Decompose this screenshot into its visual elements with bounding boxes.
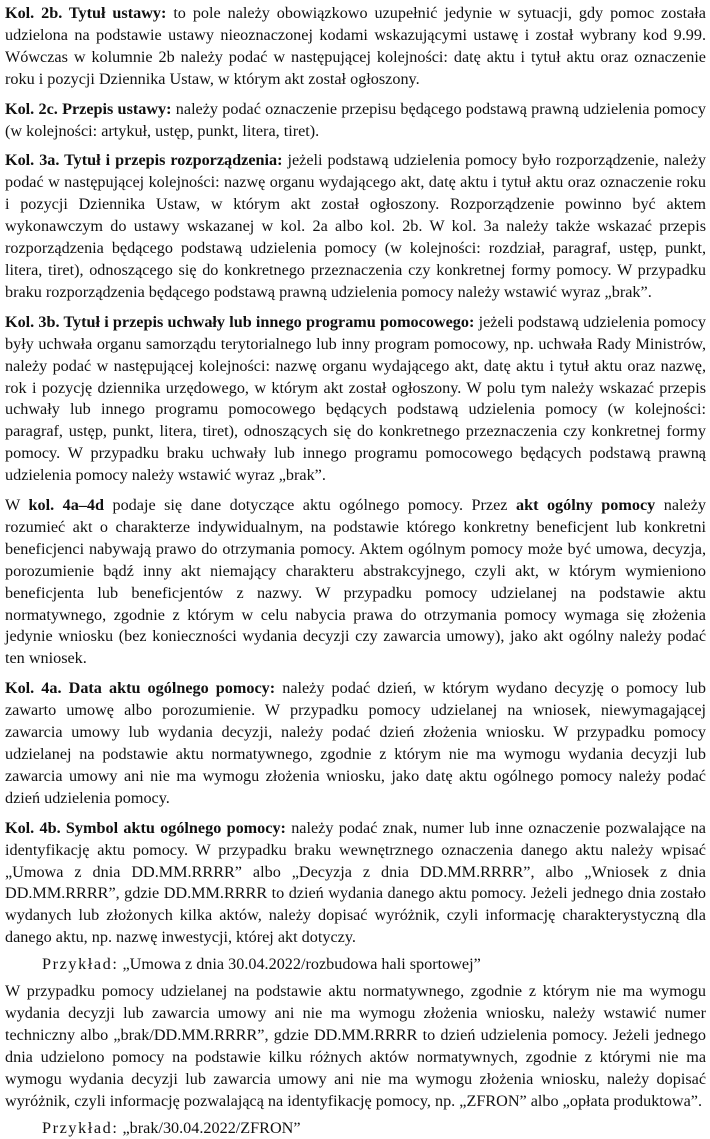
section-mid: podaje się dane dotyczące aktu ogólnego pomocy. Przez [104,496,516,514]
section-heading: Kol. 3b. Tytuł i przepis uchwały lub innego programu pomocowego: [5,313,474,331]
section-kol-4a-4d [5,495,706,670]
example-brak [5,1118,706,1139]
section-intro: W [5,496,28,514]
section-heading: Kol. 4b. Symbol aktu ogólnego pomocy: [5,819,286,837]
example-umowa [5,954,706,976]
section-kol-4a [5,678,706,809]
example-value: „Umowa z dnia 30.04.2022/rozbudowa hali sportowej” [118,955,480,973]
example-value: „brak/30.04.2022/ZFRON” [118,1119,300,1137]
section-kol-2b [5,3,706,91]
section-kol-2c [5,99,706,143]
normative-act-paragraph [5,981,706,1112]
paragraph-text: W przypadku pomocy udzielanej na podstawie aktu normatywnego, zgodnie z którym nie ma wymogu wydania decyzji lub zawarcia umowy ani nie ma wymogu złożenia wniosku, należy wstawić numer techniczny albo „brak/DD.MM.RRRR”, gdzie DD.MM.RRRR to dzień udzielenia pomocy. Jeżeli jednego dnia udzielono pomocy na podstawie kilku różnych aktów normatywnych, zgodnie z którymi nie ma wymogu wydania decyzji lub zawarcia umowy ani nie ma wymogu złożenia wniosku, należy dopisać wyróżnik, czyli informację pozwalającą na identyfikację pomocy, np. „ZFRON” albo „opłata produktowa”. [5,982,706,1110]
section-heading: Kol. 4a. Data aktu ogólnego pomocy: [5,679,275,697]
section-heading: Kol. 3a. Tytuł i przepis rozporządzenia: [5,151,283,169]
example-label: Przykład: [42,955,118,973]
section-heading: Kol. 2c. Przepis ustawy: [5,100,172,118]
section-text: jeżeli podstawą udzielenia pomocy były uchwała organu samorządu terytorialnego lub inny program pomocowy, np. uchwała Rady Ministrów, należy podać w następującej kolejności: nazwę organu wydającego akt, datę aktu i tytuł aktu oraz nazwę, rok i pozycję dziennika urzędowego, w którym akt został ogłoszony. W polu tym należy wskazać przepis uchwały lub innego programu pomocowego będących podstawą udzielenia pomocy (w kolejności: paragraf, ustęp, punkt, litera, tiret), odnoszących się do konkretnego przeznaczenia czy konkretnej formy pomocy. W przypadku braku uchwały lub innego programu pomocowego będących podstawą prawną udzielenia pomocy należy wstawić wyraz „brak”. [5,313,706,484]
section-kol-3b [5,312,706,487]
section-text: należy podać oznaczenie przepisu będącego podstawą prawną udzielenia pomocy (w kolejności: artykuł, ustęp, punkt, litera, tiret). [5,100,706,140]
section-text: jeżeli podstawą udzielenia pomocy było rozporządzenie, należy podać w następującej kolejności: nazwę organu wydającego akt, datę aktu i tytuł aktu oraz oznaczenie roku i pozycji Dziennika Ustaw, w którym akt został ogłoszony. Rozporządzenie powinno być aktem wykonawczym do ustawy wskazanej w kol. 2a albo kol. 2b. W kol. 3a należy także wskazać przepis rozporządzenia będącego podstawą udzielenia pomocy (w kolejności: rozdział, paragraf, ustęp, punkt, litera, tiret), odnoszącego się do konkretnego przeznaczenia czy konkretnej formy pomocy. W przypadku braku rozporządzenia będącego podstawą prawną udzielenia pomocy należy wstawić wyraz „brak”. [5,151,706,300]
term-definition: akt ogólny pomocy [516,496,655,514]
example-label: Przykład: [42,1119,118,1137]
section-text: to pole należy obowiązkowo uzupełnić jedynie w sytuacji, gdy pomoc została udzielona na podstawie ustawy nieoznaczonej kodami wskazującymi ustawę i został wybrany kod 9.99. Wówczas w kolumnie 2b należy podać w następującej kolejności: datę aktu i tytuł aktu oraz oznaczenie roku i pozycji Dziennika Ustaw, w którym akt został ogłoszony. [5,4,706,88]
section-text: należy podać znak, numer lub inne oznaczenie pozwalające na identyfikację aktu pomocy. W przypadku braku wewnętrznego oznaczenia danego aktu należy wpisać „Umowa z dnia DD.MM.RRRR” albo „Decyzja z dnia DD.MM.RRRR”, albo „Wniosek z dnia DD.MM.RRRR”, gdzie DD.MM.RRRR to dzień wydania danego aktu pomocy. Jeżeli jednego dnia zostało wydanych lub złożonych kilka aktów, należy dopisać wyróżnik, czyli informację charakterystyczną dla danego aktu, np. nazwę inwestycji, której akt dotyczy. [5,819,706,947]
section-heading: Kol. 2b. Tytuł ustawy: [5,4,166,22]
section-text: należy rozumieć akt o charakterze indywidualnym, na podstawie którego konkretny beneficjent lub konkretni beneficjenci nabywają prawo do otrzymania pomocy. Aktem ogólnym pomocy może być umowa, decyzja, porozumienie bądź inny akt niemający charakteru abstrakcyjnego, czyli akt, w którym wymieniono beneficjenta lub beneficjentów z nazwy. W przypadku pomocy udzielanej na podstawie aktu normatywnego, zgodnie z którym w celu nabycia prawa do otrzymania pomocy wymaga się złożenia jedynie wniosku (bez konieczności wydania decyzji czy zawarcia umowy), jako akt ogólny należy podać ten wniosek. [5,496,706,667]
section-text: należy podać dzień, w którym wydano decyzję o pomocy lub zawarto umowę albo porozumienie. W przypadku pomocy udzielanej na wniosek, niewymagającej zawarcia umowy lub wydania decyzji, należy podać dzień złożenia wniosku. W przypadku pomocy udzielanej na podstawie aktu normatywnego, zgodnie z którym nie ma wymogu wydania decyzji lub zawarcia umowy ani nie ma wymogu złożenia wniosku, jako datę aktu ogólnego pomocy należy podać dzień udzielenia pomocy. [5,679,706,807]
section-kol-4b [5,818,706,949]
section-kol-3a [5,150,706,303]
columns-reference: kol. 4a–4d [28,496,104,514]
